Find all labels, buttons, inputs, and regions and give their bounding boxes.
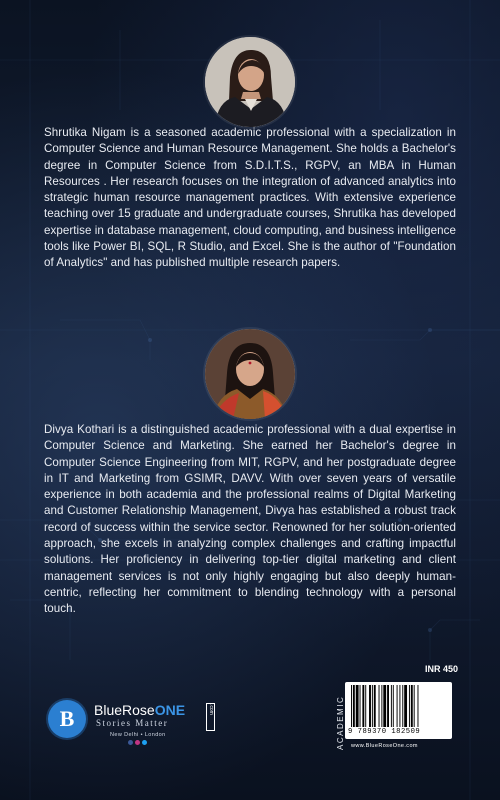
barcode-bar [356, 685, 359, 727]
publisher-logo [48, 698, 228, 768]
publisher-tagline: Stories Matter [96, 718, 169, 728]
barcode-bar [351, 685, 352, 727]
barcode-bar [374, 685, 376, 727]
barcode-bar [411, 685, 413, 727]
publisher-website: www.BlueRoseOne.com [351, 743, 418, 749]
barcode-bar [402, 685, 403, 727]
barcode-bar [362, 685, 364, 727]
genre-label: ACADEMIC [336, 695, 345, 751]
author-photo-divya [205, 329, 295, 419]
barcode-bar [418, 685, 419, 727]
author-portrait-icon [205, 37, 295, 127]
barcode-bar [379, 685, 380, 727]
barcode-bar [387, 685, 389, 727]
barcode-bar [372, 685, 373, 727]
author-bio-divya: Divya Kothari is a distinguished academic professional with a dual expertise in Computer Science and Marketing. She earned her Bachelor's degree in Computer Science Engineering from MIT, RGPV, and her postgraduate degree in IT and Marketing from GSIMR, DAVV. With over seven years of versatile experience in both academia and the professional realms of Digital Marketing and Customer Relationship Management, Divya has established a robust track record of success within the service sector. Renowned for her solution-oriented approach, she excels in analyzing complex challenges and crafting impactful solutions. Her proficiency in delivering top-tier digital marketing and client management services is not only highly engaging but also deeply human-centric, reflecting her commitment to blending technology with a personal touch. [44, 423, 456, 616]
barcode-bar [381, 685, 382, 727]
barcode-bar [353, 685, 355, 727]
barcode-bar [391, 685, 392, 727]
barcode-bar [360, 685, 361, 727]
barcode-bar [393, 685, 394, 727]
publisher-name [94, 702, 185, 718]
barcode-bar [409, 685, 410, 727]
publisher-locations: New Delhi • London [110, 732, 166, 738]
barcode-bar [404, 685, 407, 727]
author-bio-shrutika: Shrutika Nigam is a seasoned academic professional with a specialization in Computer Science and Human Resource Management. She holds a Bachelor's degree in Computer Science from S.D.I.T.S., RGPV, an MBA in Human Resources . Her research focuses on the integration of advanced analytics into strategic human resource management practices. With extensive experience teaching over 15 graduate and undergraduate courses, Shrutika has developed expertise in database management, cloud computing, and business intelligence tools like Power BI, SQL, R Studio, and Excel. She is the author of "Foundation of Analytics" and has published multiple research papers. [44, 126, 456, 270]
barcode-bar [383, 685, 386, 727]
barcode-bar [414, 685, 415, 727]
publisher-social-icons [128, 740, 147, 745]
twitter-icon [142, 740, 147, 745]
publisher-com-tag: .com [206, 703, 215, 731]
barcode-bar [365, 685, 366, 727]
barcode-bar [397, 685, 398, 727]
price-label: INR 450 [425, 664, 459, 674]
author-photo-shrutika [205, 37, 295, 127]
barcode-icon [350, 685, 447, 727]
publisher-name-main: BlueRose [94, 702, 155, 718]
barcode-bar [369, 685, 371, 727]
publisher-name-accent: ONE [154, 702, 186, 718]
author-portrait-icon [205, 329, 295, 419]
isbn-digits: 9 789370 182509 [348, 728, 421, 736]
instagram-icon [135, 740, 140, 745]
barcode-bar [399, 685, 400, 727]
isbn-barcode [345, 682, 452, 739]
bluerose-logo-icon: B [48, 700, 86, 738]
facebook-icon [128, 740, 133, 745]
